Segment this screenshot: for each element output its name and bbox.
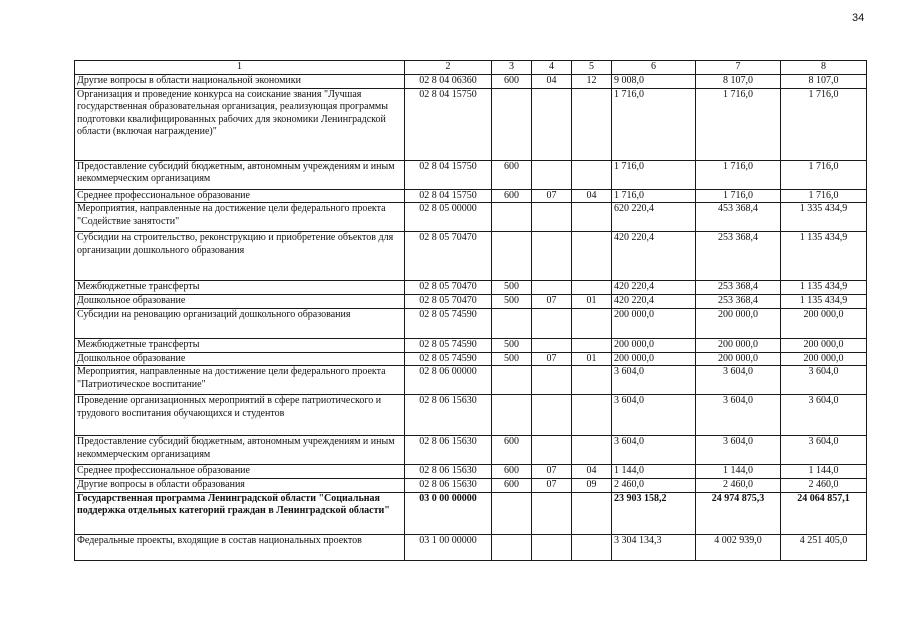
amount-year-2-cell: 3 604,0 — [696, 395, 781, 436]
expense-type-cell — [492, 492, 532, 534]
table-row — [75, 366, 867, 395]
section-code-cell: 04 — [532, 74, 572, 88]
section-code-cell — [532, 232, 572, 281]
amount-year-1-cell: 420 220,4 — [612, 295, 696, 309]
expense-type-cell — [492, 232, 532, 281]
row-label-cell: Дошкольное образование — [75, 295, 405, 309]
table-row — [75, 352, 867, 366]
amount-year-2-cell: 253 368,4 — [696, 232, 781, 281]
budget-code-cell: 02 8 06 00000 — [405, 366, 492, 395]
row-label-cell: Мероприятия, направленные на достижение цели федерального проекта "Патриотическое воспитание" — [75, 366, 405, 395]
budget-code-cell: 02 8 04 15750 — [405, 88, 492, 160]
section-code-cell: 07 — [532, 478, 572, 492]
subsection-code-cell — [572, 534, 612, 560]
expense-type-cell: 500 — [492, 281, 532, 295]
table-row — [75, 339, 867, 353]
section-code-cell: 07 — [532, 295, 572, 309]
subsection-code-cell — [572, 492, 612, 534]
header-cell: 8 — [781, 61, 867, 75]
table-row — [75, 203, 867, 232]
amount-year-2-cell: 3 604,0 — [696, 436, 781, 465]
table-row — [75, 281, 867, 295]
budget-code-cell: 02 8 06 15630 — [405, 465, 492, 479]
expense-type-cell: 600 — [492, 160, 532, 189]
table-row — [75, 534, 867, 560]
amount-year-3-cell: 24 064 857,1 — [781, 492, 867, 534]
table-row — [75, 88, 867, 160]
amount-year-1-cell: 9 008,0 — [612, 74, 696, 88]
budget-code-cell: 02 8 05 70470 — [405, 281, 492, 295]
row-label-cell: Межбюджетные трансферты — [75, 281, 405, 295]
expense-type-cell: 500 — [492, 339, 532, 353]
row-label-cell: Проведение организационных мероприятий в сфере патриотического и трудового воспитания обучающихся и студентов — [75, 395, 405, 436]
table-row — [75, 160, 867, 189]
section-code-cell — [532, 492, 572, 534]
amount-year-3-cell: 4 251 405,0 — [781, 534, 867, 560]
row-label-cell: Субсидии на реновацию организаций дошкольного образования — [75, 309, 405, 339]
expense-type-cell — [492, 203, 532, 232]
expense-type-cell — [492, 395, 532, 436]
amount-year-2-cell: 200 000,0 — [696, 339, 781, 353]
amount-year-1-cell: 23 903 158,2 — [612, 492, 696, 534]
expense-type-cell: 600 — [492, 465, 532, 479]
section-code-cell — [532, 366, 572, 395]
amount-year-3-cell: 1 716,0 — [781, 160, 867, 189]
expense-type-cell: 600 — [492, 189, 532, 203]
amount-year-3-cell: 1 716,0 — [781, 88, 867, 160]
table-row — [75, 478, 867, 492]
subsection-code-cell — [572, 232, 612, 281]
expense-type-cell: 600 — [492, 436, 532, 465]
budget-code-cell: 02 8 05 70470 — [405, 295, 492, 309]
subsection-code-cell — [572, 436, 612, 465]
amount-year-1-cell: 3 604,0 — [612, 436, 696, 465]
amount-year-2-cell: 1 716,0 — [696, 88, 781, 160]
amount-year-1-cell: 420 220,4 — [612, 232, 696, 281]
amount-year-3-cell: 1 135 434,9 — [781, 295, 867, 309]
row-label-cell: Среднее профессиональное образование — [75, 189, 405, 203]
page-number: 34 — [852, 12, 865, 24]
budget-code-cell: 02 8 06 15630 — [405, 395, 492, 436]
expense-type-cell: 500 — [492, 295, 532, 309]
expense-type-cell: 500 — [492, 352, 532, 366]
row-label-cell: Предоставление субсидий бюджетным, автономным учреждениям и иным некоммерческим организациям — [75, 436, 405, 465]
section-code-cell — [532, 309, 572, 339]
amount-year-3-cell: 3 604,0 — [781, 366, 867, 395]
table-header-row — [75, 61, 867, 75]
header-cell: 1 — [75, 61, 405, 75]
budget-code-cell: 02 8 05 74590 — [405, 309, 492, 339]
expense-type-cell: 600 — [492, 478, 532, 492]
table-row — [75, 436, 867, 465]
amount-year-3-cell: 200 000,0 — [781, 309, 867, 339]
section-code-cell — [532, 395, 572, 436]
row-label-cell: Среднее профессиональное образование — [75, 465, 405, 479]
subsection-code-cell: 04 — [572, 465, 612, 479]
table-row — [75, 309, 867, 339]
budget-code-cell: 02 8 04 06360 — [405, 74, 492, 88]
row-label-cell: Межбюджетные трансферты — [75, 339, 405, 353]
budget-code-cell: 02 8 04 15750 — [405, 189, 492, 203]
expense-type-cell — [492, 366, 532, 395]
row-label-cell: Федеральные проекты, входящие в состав национальных проектов — [75, 534, 405, 560]
amount-year-3-cell: 8 107,0 — [781, 74, 867, 88]
amount-year-2-cell: 453 368,4 — [696, 203, 781, 232]
table-row — [75, 74, 867, 88]
amount-year-1-cell: 200 000,0 — [612, 339, 696, 353]
subsection-code-cell: 12 — [572, 74, 612, 88]
budget-code-cell: 02 8 06 15630 — [405, 478, 492, 492]
section-code-cell — [532, 88, 572, 160]
budget-code-cell: 02 8 06 15630 — [405, 436, 492, 465]
amount-year-3-cell: 200 000,0 — [781, 352, 867, 366]
subsection-code-cell: 01 — [572, 295, 612, 309]
section-code-cell: 07 — [532, 189, 572, 203]
header-cell: 6 — [612, 61, 696, 75]
amount-year-3-cell: 3 604,0 — [781, 436, 867, 465]
row-label-cell: Другие вопросы в области национальной экономики — [75, 74, 405, 88]
section-code-cell: 07 — [532, 352, 572, 366]
subsection-code-cell: 01 — [572, 352, 612, 366]
expense-type-cell: 600 — [492, 74, 532, 88]
header-cell: 3 — [492, 61, 532, 75]
budget-code-cell: 02 8 05 00000 — [405, 203, 492, 232]
amount-year-2-cell: 200 000,0 — [696, 352, 781, 366]
amount-year-2-cell: 200 000,0 — [696, 309, 781, 339]
amount-year-2-cell: 4 002 939,0 — [696, 534, 781, 560]
table-row — [75, 189, 867, 203]
section-code-cell — [532, 160, 572, 189]
amount-year-3-cell: 2 460,0 — [781, 478, 867, 492]
row-label-cell: Мероприятия, направленные на достижение цели федерального проекта "Содействие занятости" — [75, 203, 405, 232]
expense-type-cell — [492, 309, 532, 339]
amount-year-1-cell: 620 220,4 — [612, 203, 696, 232]
budget-code-cell: 02 8 04 15750 — [405, 160, 492, 189]
budget-table — [74, 60, 867, 561]
amount-year-3-cell: 1 144,0 — [781, 465, 867, 479]
budget-code-cell: 03 0 00 00000 — [405, 492, 492, 534]
amount-year-3-cell: 3 604,0 — [781, 395, 867, 436]
subsection-code-cell — [572, 203, 612, 232]
budget-code-cell: 02 8 05 74590 — [405, 339, 492, 353]
amount-year-1-cell: 1 716,0 — [612, 189, 696, 203]
amount-year-1-cell: 420 220,4 — [612, 281, 696, 295]
amount-year-2-cell: 8 107,0 — [696, 74, 781, 88]
amount-year-2-cell: 2 460,0 — [696, 478, 781, 492]
amount-year-1-cell: 1 716,0 — [612, 160, 696, 189]
header-cell: 2 — [405, 61, 492, 75]
amount-year-2-cell: 253 368,4 — [696, 295, 781, 309]
amount-year-3-cell: 1 135 434,9 — [781, 232, 867, 281]
amount-year-1-cell: 200 000,0 — [612, 352, 696, 366]
header-cell: 4 — [532, 61, 572, 75]
table-row — [75, 465, 867, 479]
row-label-cell: Дошкольное образование — [75, 352, 405, 366]
section-code-cell: 07 — [532, 465, 572, 479]
section-code-cell — [532, 203, 572, 232]
table-row — [75, 232, 867, 281]
amount-year-2-cell: 253 368,4 — [696, 281, 781, 295]
budget-code-cell: 03 1 00 00000 — [405, 534, 492, 560]
section-code-cell — [532, 281, 572, 295]
subsection-code-cell — [572, 339, 612, 353]
amount-year-3-cell: 1 335 434,9 — [781, 203, 867, 232]
subsection-code-cell — [572, 309, 612, 339]
table-row — [75, 395, 867, 436]
row-label-cell: Другие вопросы в области образования — [75, 478, 405, 492]
row-label-cell: Организация и проведение конкурса на соискание звания "Лучшая государственная образовательная организация, реализующая программы подготовки квалифицированных рабочих для экономики Ленинградской области (включая награждение)" — [75, 88, 405, 160]
table-row — [75, 492, 867, 534]
expense-type-cell — [492, 88, 532, 160]
amount-year-1-cell: 3 604,0 — [612, 395, 696, 436]
amount-year-1-cell: 2 460,0 — [612, 478, 696, 492]
amount-year-2-cell: 1 144,0 — [696, 465, 781, 479]
header-cell: 5 — [572, 61, 612, 75]
section-code-cell — [532, 534, 572, 560]
section-code-cell — [532, 339, 572, 353]
section-code-cell — [532, 436, 572, 465]
row-label-cell: Государственная программа Ленинградской области "Социальная поддержка отдельных категорий граждан в Ленинградской области" — [75, 492, 405, 534]
subsection-code-cell — [572, 88, 612, 160]
amount-year-2-cell: 24 974 875,3 — [696, 492, 781, 534]
amount-year-3-cell: 200 000,0 — [781, 339, 867, 353]
subsection-code-cell — [572, 395, 612, 436]
row-label-cell: Субсидии на строительство, реконструкцию и приобретение объектов для организации дошкольного образования — [75, 232, 405, 281]
subsection-code-cell: 04 — [572, 189, 612, 203]
amount-year-3-cell: 1 135 434,9 — [781, 281, 867, 295]
header-cell: 7 — [696, 61, 781, 75]
amount-year-1-cell: 200 000,0 — [612, 309, 696, 339]
row-label-cell: Предоставление субсидий бюджетным, автономным учреждениям и иным некоммерческим организациям — [75, 160, 405, 189]
expense-type-cell — [492, 534, 532, 560]
subsection-code-cell: 09 — [572, 478, 612, 492]
table-row — [75, 295, 867, 309]
amount-year-1-cell: 1 144,0 — [612, 465, 696, 479]
amount-year-2-cell: 1 716,0 — [696, 189, 781, 203]
budget-code-cell: 02 8 05 74590 — [405, 352, 492, 366]
budget-code-cell: 02 8 05 70470 — [405, 232, 492, 281]
subsection-code-cell — [572, 366, 612, 395]
amount-year-1-cell: 1 716,0 — [612, 88, 696, 160]
amount-year-2-cell: 3 604,0 — [696, 366, 781, 395]
amount-year-2-cell: 1 716,0 — [696, 160, 781, 189]
subsection-code-cell — [572, 281, 612, 295]
amount-year-3-cell: 1 716,0 — [781, 189, 867, 203]
amount-year-1-cell: 3 604,0 — [612, 366, 696, 395]
amount-year-1-cell: 3 304 134,3 — [612, 534, 696, 560]
subsection-code-cell — [572, 160, 612, 189]
